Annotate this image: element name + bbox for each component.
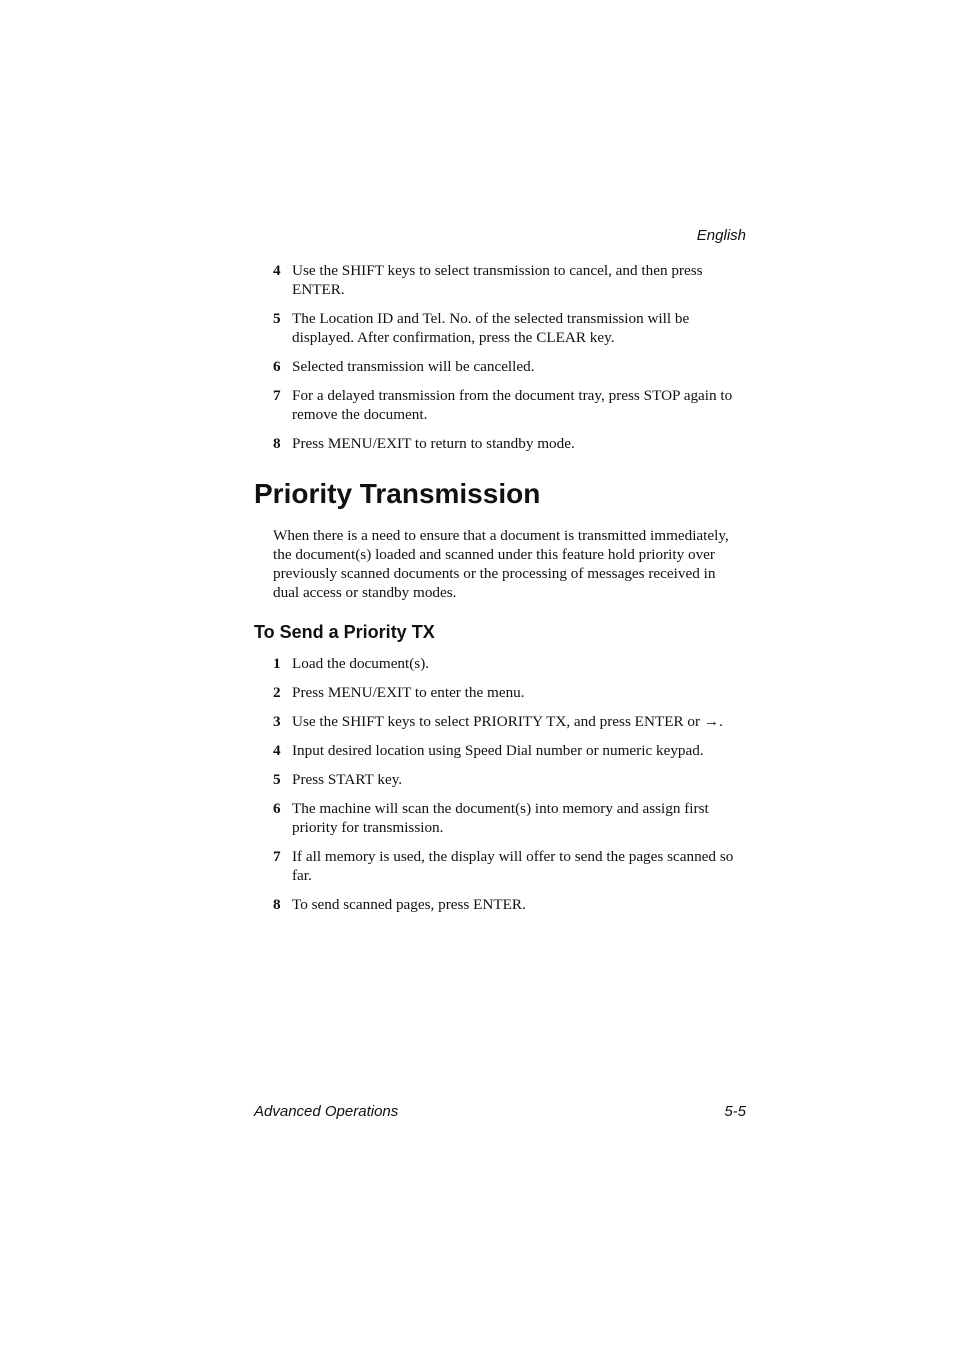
step-text: Selected transmission will be cancelled.	[292, 358, 535, 375]
step-text: To send scanned pages, press ENTER.	[292, 896, 526, 913]
step-number: 7	[273, 848, 281, 865]
step-text: The Location ID and Tel. No. of the selected transmission will be displayed. After confirmation, press the CLEAR key.	[292, 310, 690, 346]
list-item	[273, 847, 749, 885]
step-number: 7	[273, 387, 281, 404]
step-text: Press MENU/EXIT to enter the menu.	[292, 684, 525, 701]
list-item	[273, 770, 749, 789]
list-item	[273, 741, 749, 760]
step-text: Press START key.	[292, 771, 403, 788]
footer-page-number: 5-5	[724, 1103, 746, 1120]
list-item	[273, 434, 749, 453]
step-number: 3	[273, 713, 281, 730]
header-language: English	[696, 227, 746, 244]
list-item	[273, 683, 749, 702]
step-number: 6	[273, 800, 281, 817]
step-number: 8	[273, 896, 281, 913]
step-text: The machine will scan the document(s) into memory and assign first priority for transmission.	[292, 800, 709, 836]
step-text: If all memory is used, the display will offer to send the pages scanned so far.	[292, 848, 734, 884]
list-item	[273, 386, 749, 424]
step-text: Use the SHIFT keys to select transmission to cancel, and then press ENTER.	[292, 262, 703, 298]
section-intro: When there is a need to ensure that a document is transmitted immediately, the document(s) loaded and scanned under this feature hold priority over previously scanned documents or the processing of messages received in dual access or standby modes.	[273, 527, 729, 601]
step-number: 2	[273, 684, 281, 701]
list-item	[273, 799, 749, 837]
step-number: 1	[273, 655, 281, 672]
list-item	[273, 895, 749, 914]
step-number: 4	[273, 262, 281, 279]
step-text: Use the SHIFT keys to select PRIORITY TX, and press ENTER or →.	[292, 713, 723, 730]
list-item	[273, 654, 749, 673]
list-item	[273, 261, 749, 299]
step-text: Press MENU/EXIT to return to standby mode.	[292, 435, 575, 452]
cancel-steps-list	[273, 261, 749, 463]
priority-steps-list	[273, 654, 749, 924]
step-number: 8	[273, 435, 281, 452]
list-item	[273, 309, 749, 347]
footer-chapter: Advanced Operations	[254, 1103, 399, 1120]
step-number: 5	[273, 310, 281, 327]
step-number: 6	[273, 358, 281, 375]
step-text: Load the document(s).	[292, 655, 430, 672]
step-number: 4	[273, 742, 281, 759]
step-text: Input desired location using Speed Dial number or numeric keypad.	[292, 742, 704, 759]
list-item	[273, 712, 749, 731]
step-number: 5	[273, 771, 281, 788]
section-title: Priority Transmission	[254, 478, 541, 509]
step-text: For a delayed transmission from the document tray, press STOP again to remove the document.	[292, 387, 733, 423]
list-item	[273, 357, 749, 376]
subsection-title: To Send a Priority TX	[254, 622, 435, 642]
